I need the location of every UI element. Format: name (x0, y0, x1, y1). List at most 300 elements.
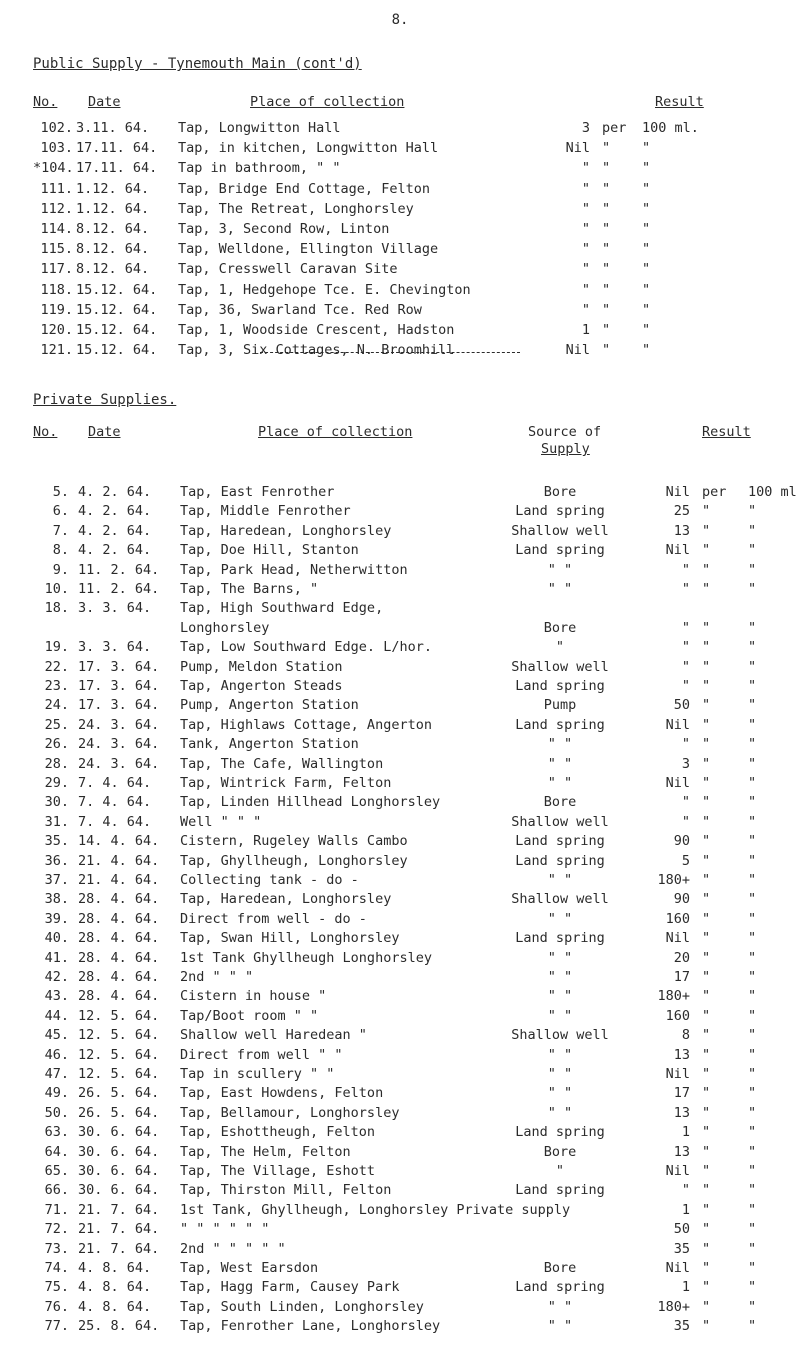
result-unit-per: " (602, 160, 611, 177)
table-row (0, 1318, 800, 1336)
result-unit-per: " (702, 678, 711, 694)
sample-number: 9. (52, 561, 69, 578)
result-unit-volume: 100 ml. (642, 120, 699, 136)
result-value: " (681, 581, 690, 597)
sample-date: 17. 3. 64. (78, 697, 160, 714)
result-unit-per: " (702, 969, 711, 985)
result-unit-per: " (702, 1298, 711, 1315)
result-unit-per: " (602, 140, 611, 157)
sample-date: 4. 2. 64. (78, 503, 152, 520)
private-col-header-source: Source of (528, 424, 602, 440)
sample-number: 44. (44, 1007, 69, 1024)
sample-date: 28. 4. 64. (78, 988, 160, 1005)
result-unit-volume: " (642, 160, 651, 177)
result-value: " (681, 678, 690, 694)
collection-place: 1st Tank Ghyllheugh Longhorsley (180, 949, 432, 966)
supply-source: Bore (543, 484, 577, 500)
result-value: " (581, 160, 590, 177)
collection-place: Tap, Bellamour, Longhorsley (180, 1104, 400, 1121)
sample-date: 25. 8. 64. (78, 1318, 160, 1335)
result-value: Nil (565, 342, 590, 359)
result-unit-per: " (702, 755, 711, 772)
supply-source: Land spring (515, 1279, 605, 1296)
sample-date: 12. 5. 64. (78, 1007, 160, 1024)
private-col-header-no: No. (33, 424, 58, 440)
supply-source: " " (547, 1066, 573, 1082)
table-row (0, 1260, 800, 1278)
sample-date: 30. 6. 64. (78, 1182, 160, 1199)
sample-number: 65. (44, 1163, 69, 1179)
result-value: Nil (665, 930, 690, 947)
result-unit-volume: " (748, 949, 757, 966)
result-unit-volume: " (748, 1201, 757, 1218)
result-value: 5 (681, 852, 690, 869)
result-unit-volume: " (642, 342, 651, 359)
sample-date: 17. 3. 64. (78, 678, 160, 694)
supply-source: " " (547, 1298, 573, 1315)
supply-source: Land spring (515, 1182, 605, 1199)
sample-number: 35. (44, 833, 69, 850)
sample-date: 17. 3. 64. (78, 658, 160, 675)
collection-place: Cistern in house " (180, 988, 327, 1005)
supply-source: Bore (543, 1143, 577, 1160)
result-value: 50 (673, 1221, 690, 1238)
sample-number: 40. (44, 930, 69, 947)
collection-place: Tank, Angerton Station (180, 736, 359, 753)
table-row (0, 523, 800, 541)
result-value: 20 (673, 949, 690, 966)
supply-source: " " (547, 872, 573, 888)
sample-number: 76. (44, 1298, 69, 1315)
result-unit-volume: " (748, 775, 757, 791)
sample-number: 120. (40, 322, 73, 338)
sample-date: 28. 4. 64. (78, 930, 160, 947)
result-unit-per: " (702, 639, 711, 656)
result-unit-volume: " (748, 833, 757, 850)
result-unit-volume: " (642, 322, 651, 338)
collection-place: Longhorsley (180, 619, 270, 636)
result-value: 13 (673, 1046, 690, 1063)
collection-place: Tap, 1, Woodside Crescent, Hadston (178, 322, 455, 338)
result-value: " (581, 281, 590, 298)
col-header-place: Place of collection (250, 94, 405, 110)
result-unit-volume: " (748, 910, 757, 927)
result-unit-volume: " (748, 852, 757, 869)
sample-date: 21. 4. 64. (78, 852, 160, 869)
sample-number: *104. (33, 160, 74, 177)
table-row (0, 120, 800, 138)
result-value: 3 (581, 120, 590, 136)
result-unit-volume: " (748, 619, 757, 636)
result-unit-volume: 100 ml (748, 484, 797, 500)
table-row (0, 697, 800, 715)
sample-number: 50. (44, 1104, 69, 1121)
result-unit-per: " (702, 988, 711, 1005)
collection-place: 1st Tank, Ghyllheugh, Longhorsley Private supply (180, 1201, 571, 1218)
sample-date: 26. 5. 64. (78, 1085, 160, 1102)
result-unit-per: " (702, 542, 711, 559)
sample-number: 39. (44, 910, 69, 927)
sample-number: 26. (44, 736, 69, 753)
sample-date: 4. 8. 64. (78, 1298, 152, 1315)
collection-place: Tap/Boot room " " (180, 1007, 319, 1024)
collection-place: Tap, The Retreat, Longhorsley (178, 200, 414, 217)
table-row (0, 302, 800, 320)
sample-number: 77. (44, 1318, 69, 1335)
table-row (0, 775, 800, 793)
sample-date: 28. 4. 64. (78, 969, 160, 985)
collection-place: 2nd " " " (180, 969, 254, 985)
supply-source: Land spring (515, 678, 605, 694)
result-value: Nil (665, 1260, 690, 1276)
sample-number: 29. (44, 775, 69, 791)
table-row (0, 814, 800, 832)
result-unit-volume: " (748, 658, 757, 675)
result-unit-per: " (702, 522, 711, 539)
result-unit-volume: " (748, 872, 757, 888)
sample-date: 30. 6. 64. (78, 1124, 160, 1141)
sample-date: 28. 4. 64. (78, 910, 160, 927)
supply-source: Shallow well (511, 813, 609, 830)
sample-date: 3. 3. 64. (78, 600, 152, 617)
result-unit-volume: " (748, 1027, 757, 1044)
sample-number: 49. (44, 1085, 69, 1102)
sample-date: 15.12. 64. (76, 281, 158, 298)
supply-source: Bore (543, 1260, 577, 1276)
result-unit-per: " (702, 716, 711, 733)
result-value: 180+ (657, 1298, 690, 1315)
collection-place: Tap, Fenrother Lane, Longhorsley (180, 1318, 441, 1335)
result-unit-per: " (602, 241, 611, 258)
private-col-header-source-2: Supply (541, 441, 590, 457)
collection-place: Tap, The Helm, Felton (180, 1143, 351, 1160)
result-value: 13 (673, 1143, 690, 1160)
collection-place: Direct from well " " (180, 1046, 343, 1063)
collection-place: Tap, Cresswell Caravan Site (178, 261, 398, 278)
result-unit-per: " (702, 1260, 711, 1276)
result-unit-per: " (702, 1124, 711, 1141)
result-value: Nil (665, 542, 690, 559)
result-unit-volume: " (748, 969, 757, 985)
table-row (0, 1279, 800, 1297)
result-unit-volume: " (642, 200, 651, 217)
result-unit-volume: " (748, 522, 757, 539)
result-unit-per: " (702, 930, 711, 947)
collection-place: Tap, Haredean, Longhorsley (180, 522, 392, 539)
result-unit-volume: " (748, 988, 757, 1005)
sample-date: 12. 5. 64. (78, 1046, 160, 1063)
result-unit-volume: " (748, 1085, 757, 1102)
result-value: 180+ (657, 872, 690, 888)
collection-place: Tap, Wintrick Farm, Felton (180, 775, 392, 791)
private-col-header-date: Date (88, 424, 121, 440)
result-unit-volume: " (748, 1182, 757, 1199)
sample-date: 28. 4. 64. (78, 891, 160, 908)
collection-place: Tap, Haredean, Longhorsley (180, 891, 392, 908)
table-row (0, 988, 800, 1006)
collection-place: Tap, Eshottheugh, Felton (180, 1124, 376, 1141)
result-value: " (581, 301, 590, 318)
result-unit-per: " (702, 1221, 711, 1238)
result-unit-per: " (702, 794, 711, 811)
result-value: Nil (565, 140, 590, 157)
table-row (0, 1221, 800, 1239)
sample-number: 7. (52, 522, 69, 539)
sample-number: 63. (44, 1124, 69, 1141)
result-unit-per: " (602, 180, 611, 197)
result-value: 1 (581, 322, 590, 338)
result-unit-per: " (702, 658, 711, 675)
table-row (0, 950, 800, 968)
result-value: Nil (665, 484, 690, 500)
collection-place: Tap, Ghyllheugh, Longhorsley (180, 852, 408, 869)
collection-place: Tap, Welldone, Ellington Village (178, 241, 439, 258)
result-unit-volume: " (748, 794, 757, 811)
result-value: " (681, 561, 690, 578)
result-unit-per: " (702, 1104, 711, 1121)
sample-number: 114. (40, 221, 73, 237)
result-unit-volume: " (748, 1124, 757, 1141)
result-unit-volume: " (748, 755, 757, 772)
collection-place: " " " " " " (180, 1221, 270, 1238)
result-unit-per: " (602, 281, 611, 298)
table-row (0, 1124, 800, 1142)
sample-number: 30. (44, 794, 69, 811)
sample-number: 24. (44, 697, 69, 714)
supply-source: Bore (543, 794, 577, 811)
table-row (0, 911, 800, 929)
collection-place: Well " " " (180, 813, 262, 830)
result-value: 1 (681, 1201, 690, 1218)
table-row (0, 930, 800, 948)
collection-place: Tap, 3, Six Cottages, N. Broomhill (178, 342, 455, 359)
table-row (0, 181, 800, 199)
supply-source: " " (547, 1085, 573, 1102)
table-row (0, 484, 800, 502)
sample-number: 74. (44, 1260, 69, 1276)
sample-date: 11. 2. 64. (78, 581, 160, 597)
table-row (0, 201, 800, 219)
collection-place: Tap, 3, Second Row, Linton (178, 221, 390, 237)
result-unit-per: per (602, 120, 627, 136)
sample-number: 5. (52, 484, 69, 500)
result-unit-per: " (702, 1085, 711, 1102)
result-unit-per: " (702, 1066, 711, 1082)
table-row (0, 639, 800, 657)
col-header-result: Result (655, 94, 704, 110)
supply-source: " " (547, 1046, 573, 1063)
sample-date: 3. 3. 64. (78, 639, 152, 656)
result-value: 13 (673, 522, 690, 539)
collection-place: Tap, 36, Swarland Tce. Red Row (178, 301, 422, 318)
collection-place: Pump, Angerton Station (180, 697, 359, 714)
supply-source: Shallow well (511, 658, 609, 675)
table-row (0, 1066, 800, 1084)
collection-place: Tap in scullery " " (180, 1066, 335, 1082)
sample-number: 103. (40, 140, 73, 157)
supply-source: " " (547, 1104, 573, 1121)
supply-source: " " (547, 736, 573, 753)
result-value: Nil (665, 716, 690, 733)
table-row (0, 221, 800, 239)
result-unit-volume: " (642, 301, 651, 318)
result-unit-volume: " (748, 1221, 757, 1238)
table-row (0, 322, 800, 340)
result-value: " (681, 813, 690, 830)
result-unit-volume: " (748, 1260, 757, 1276)
result-unit-per: " (702, 1007, 711, 1024)
sample-date: 24. 3. 64. (78, 736, 160, 753)
supply-source: Shallow well (511, 891, 609, 908)
sample-date: 30. 6. 64. (78, 1163, 160, 1179)
supply-source: " " (547, 969, 573, 985)
sample-date: 8.12. 64. (76, 241, 150, 258)
result-unit-volume: " (642, 221, 651, 237)
collection-place: Tap, East Fenrother (180, 484, 335, 500)
sample-number: 10. (44, 581, 69, 597)
table-row (0, 794, 800, 812)
table-row (0, 1241, 800, 1259)
sample-date: 14. 4. 64. (78, 833, 160, 850)
result-unit-volume: " (748, 503, 757, 520)
collection-place: Tap, in kitchen, Longwitton Hall (178, 140, 439, 157)
table-row (0, 872, 800, 890)
table-row (0, 542, 800, 560)
result-value: " (681, 794, 690, 811)
supply-source: " " (547, 988, 573, 1005)
collection-place: Tap, Hagg Farm, Causey Park (180, 1279, 400, 1296)
page-number: 8. (391, 12, 409, 28)
sample-date: 15.12. 64. (76, 301, 158, 318)
result-value: 1 (681, 1279, 690, 1296)
supply-source: Shallow well (511, 1027, 609, 1044)
sample-date: 21. 7. 64. (78, 1240, 160, 1257)
collection-place: Tap, Thirston Mill, Felton (180, 1182, 392, 1199)
sample-date: 28. 4. 64. (78, 949, 160, 966)
result-unit-per: " (702, 1279, 711, 1296)
supply-source: " (555, 639, 565, 656)
sample-date: 1.12. 64. (76, 180, 150, 197)
sample-date: 15.12. 64. (76, 322, 158, 338)
result-unit-volume: " (748, 1066, 757, 1082)
result-value: 160 (665, 910, 690, 927)
result-unit-per: " (602, 221, 611, 237)
result-value: 8 (681, 1027, 690, 1044)
sample-number: 115. (40, 241, 73, 258)
table-row (0, 140, 800, 158)
col-header-date: Date (88, 94, 121, 110)
result-unit-volume: " (748, 813, 757, 830)
collection-place: Tap, East Howdens, Felton (180, 1085, 384, 1102)
result-unit-per: " (702, 581, 711, 597)
collection-place: Tap, The Barns, " (180, 581, 319, 597)
sample-number: 22. (44, 658, 69, 675)
result-value: " (681, 736, 690, 753)
result-value: 1 (681, 1124, 690, 1141)
sample-date: 17.11. 64. (76, 160, 158, 177)
result-unit-volume: " (748, 1007, 757, 1024)
result-unit-volume: " (748, 1143, 757, 1160)
table-row (0, 1085, 800, 1103)
table-row (0, 1144, 800, 1162)
table-row (0, 581, 800, 599)
sample-date: 24. 3. 64. (78, 755, 160, 772)
table-row (0, 678, 800, 696)
private-heading: Private Supplies. (33, 392, 177, 408)
sample-number: 64. (44, 1143, 69, 1160)
sample-number: 45. (44, 1027, 69, 1044)
result-unit-per: " (602, 301, 611, 318)
table-row (0, 756, 800, 774)
sample-number: 66. (44, 1182, 69, 1199)
result-unit-per: " (702, 872, 711, 888)
result-unit-volume: " (748, 736, 757, 753)
supply-source: " " (547, 949, 573, 966)
result-unit-per: " (702, 697, 711, 714)
result-unit-per: " (702, 1318, 711, 1335)
sample-number: 46. (44, 1046, 69, 1063)
result-unit-per: " (702, 1046, 711, 1063)
result-value: " (581, 221, 590, 237)
sample-number: 37. (44, 872, 69, 888)
collection-place: Direct from well - do - (180, 910, 367, 927)
result-unit-per: " (702, 1163, 711, 1179)
sample-number: 36. (44, 852, 69, 869)
sample-number: 18. (44, 600, 69, 617)
supply-source: " (555, 1163, 565, 1179)
sample-date: 8.12. 64. (76, 221, 150, 237)
table-row (0, 736, 800, 754)
collection-place: Tap, 1, Hedgehope Tce. E. Chevington (178, 281, 471, 298)
sample-date: 1.12. 64. (76, 200, 150, 217)
sample-date: 21. 4. 64. (78, 872, 160, 888)
result-value: 3 (681, 755, 690, 772)
sample-date: 24. 3. 64. (78, 716, 160, 733)
sample-date: 12. 5. 64. (78, 1066, 160, 1082)
collection-place: Tap, Longwitton Hall (178, 120, 341, 136)
result-value: Nil (665, 1163, 690, 1179)
result-value: " (681, 1182, 690, 1199)
sample-number: 117. (40, 261, 73, 278)
sample-number: 31. (44, 813, 69, 830)
sample-date: 17.11. 64. (76, 140, 158, 157)
private-col-header-place: Place of collection (258, 424, 413, 440)
result-unit-per: " (702, 1027, 711, 1044)
sample-number: 43. (44, 988, 69, 1005)
sample-date: 26. 5. 64. (78, 1104, 160, 1121)
result-unit-per: " (702, 619, 711, 636)
result-unit-volume: " (642, 261, 651, 278)
sample-number: 42. (44, 969, 69, 985)
table-row (0, 1008, 800, 1026)
table-row (0, 1182, 800, 1200)
result-unit-per: " (702, 1143, 711, 1160)
table-row (0, 160, 800, 178)
table-row (0, 562, 800, 580)
result-unit-per: " (702, 1201, 711, 1218)
result-unit-volume: " (748, 930, 757, 947)
collection-place: Tap, West Earsdon (180, 1260, 319, 1276)
result-value: Nil (665, 1066, 690, 1082)
sample-date: 12. 5. 64. (78, 1027, 160, 1044)
collection-place: Tap, Low Southward Edge. L/hor. (180, 639, 432, 656)
sample-date: 7. 4. 64. (78, 775, 152, 791)
collection-place: Tap, Linden Hillhead Longhorsley (180, 794, 441, 811)
table-row (0, 833, 800, 851)
result-unit-per: " (702, 813, 711, 830)
result-value: " (681, 619, 690, 636)
result-value: 90 (673, 833, 690, 850)
